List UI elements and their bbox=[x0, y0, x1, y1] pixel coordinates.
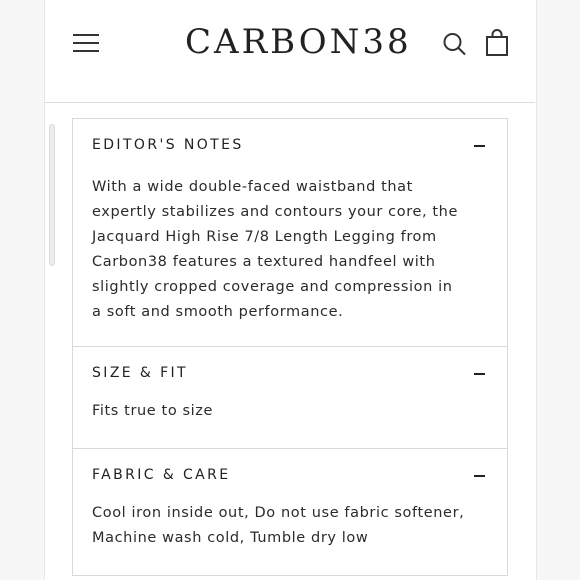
section-title: SIZE & FIT bbox=[92, 365, 189, 381]
accordion-header-editors-notes[interactable] bbox=[73, 119, 507, 171]
section-body-text: Fits true to size bbox=[92, 403, 214, 419]
minus-icon[interactable] bbox=[474, 373, 485, 375]
accordion-section-editors-notes bbox=[73, 119, 507, 346]
section-body-text: Cool iron inside out, Do not use fabric softener, Machine wash cold, Tumble dry low bbox=[92, 505, 465, 546]
minus-icon[interactable] bbox=[474, 475, 485, 477]
product-details-accordion bbox=[72, 118, 508, 576]
accordion-section-size-fit bbox=[73, 346, 507, 448]
section-title: EDITOR'S NOTES bbox=[92, 137, 244, 153]
left-gutter bbox=[0, 0, 45, 580]
shopping-bag-icon[interactable] bbox=[483, 28, 511, 58]
site-header bbox=[45, 0, 535, 103]
accordion-header-size-fit[interactable] bbox=[73, 347, 507, 399]
search-icon[interactable] bbox=[441, 30, 469, 58]
accordion-header-fabric-care[interactable] bbox=[73, 449, 507, 501]
section-title: FABRIC & CARE bbox=[92, 467, 231, 483]
section-body-text: With a wide double-faced waistband that expertly stabilizes and contours your core, the Jacquard High Rise 7/8 Length Legging from Carbon38 features a textured handfeel with slightly cropped coverage and compression in a soft and smooth performance. bbox=[92, 179, 458, 320]
accordion-section-fabric-care bbox=[73, 448, 507, 575]
minus-icon[interactable] bbox=[474, 145, 485, 147]
scrollbar-thumb[interactable] bbox=[49, 124, 55, 266]
right-gutter bbox=[536, 0, 580, 580]
hamburger-menu-icon[interactable] bbox=[73, 31, 101, 55]
brand-logo[interactable]: CARBON38 bbox=[185, 22, 412, 62]
